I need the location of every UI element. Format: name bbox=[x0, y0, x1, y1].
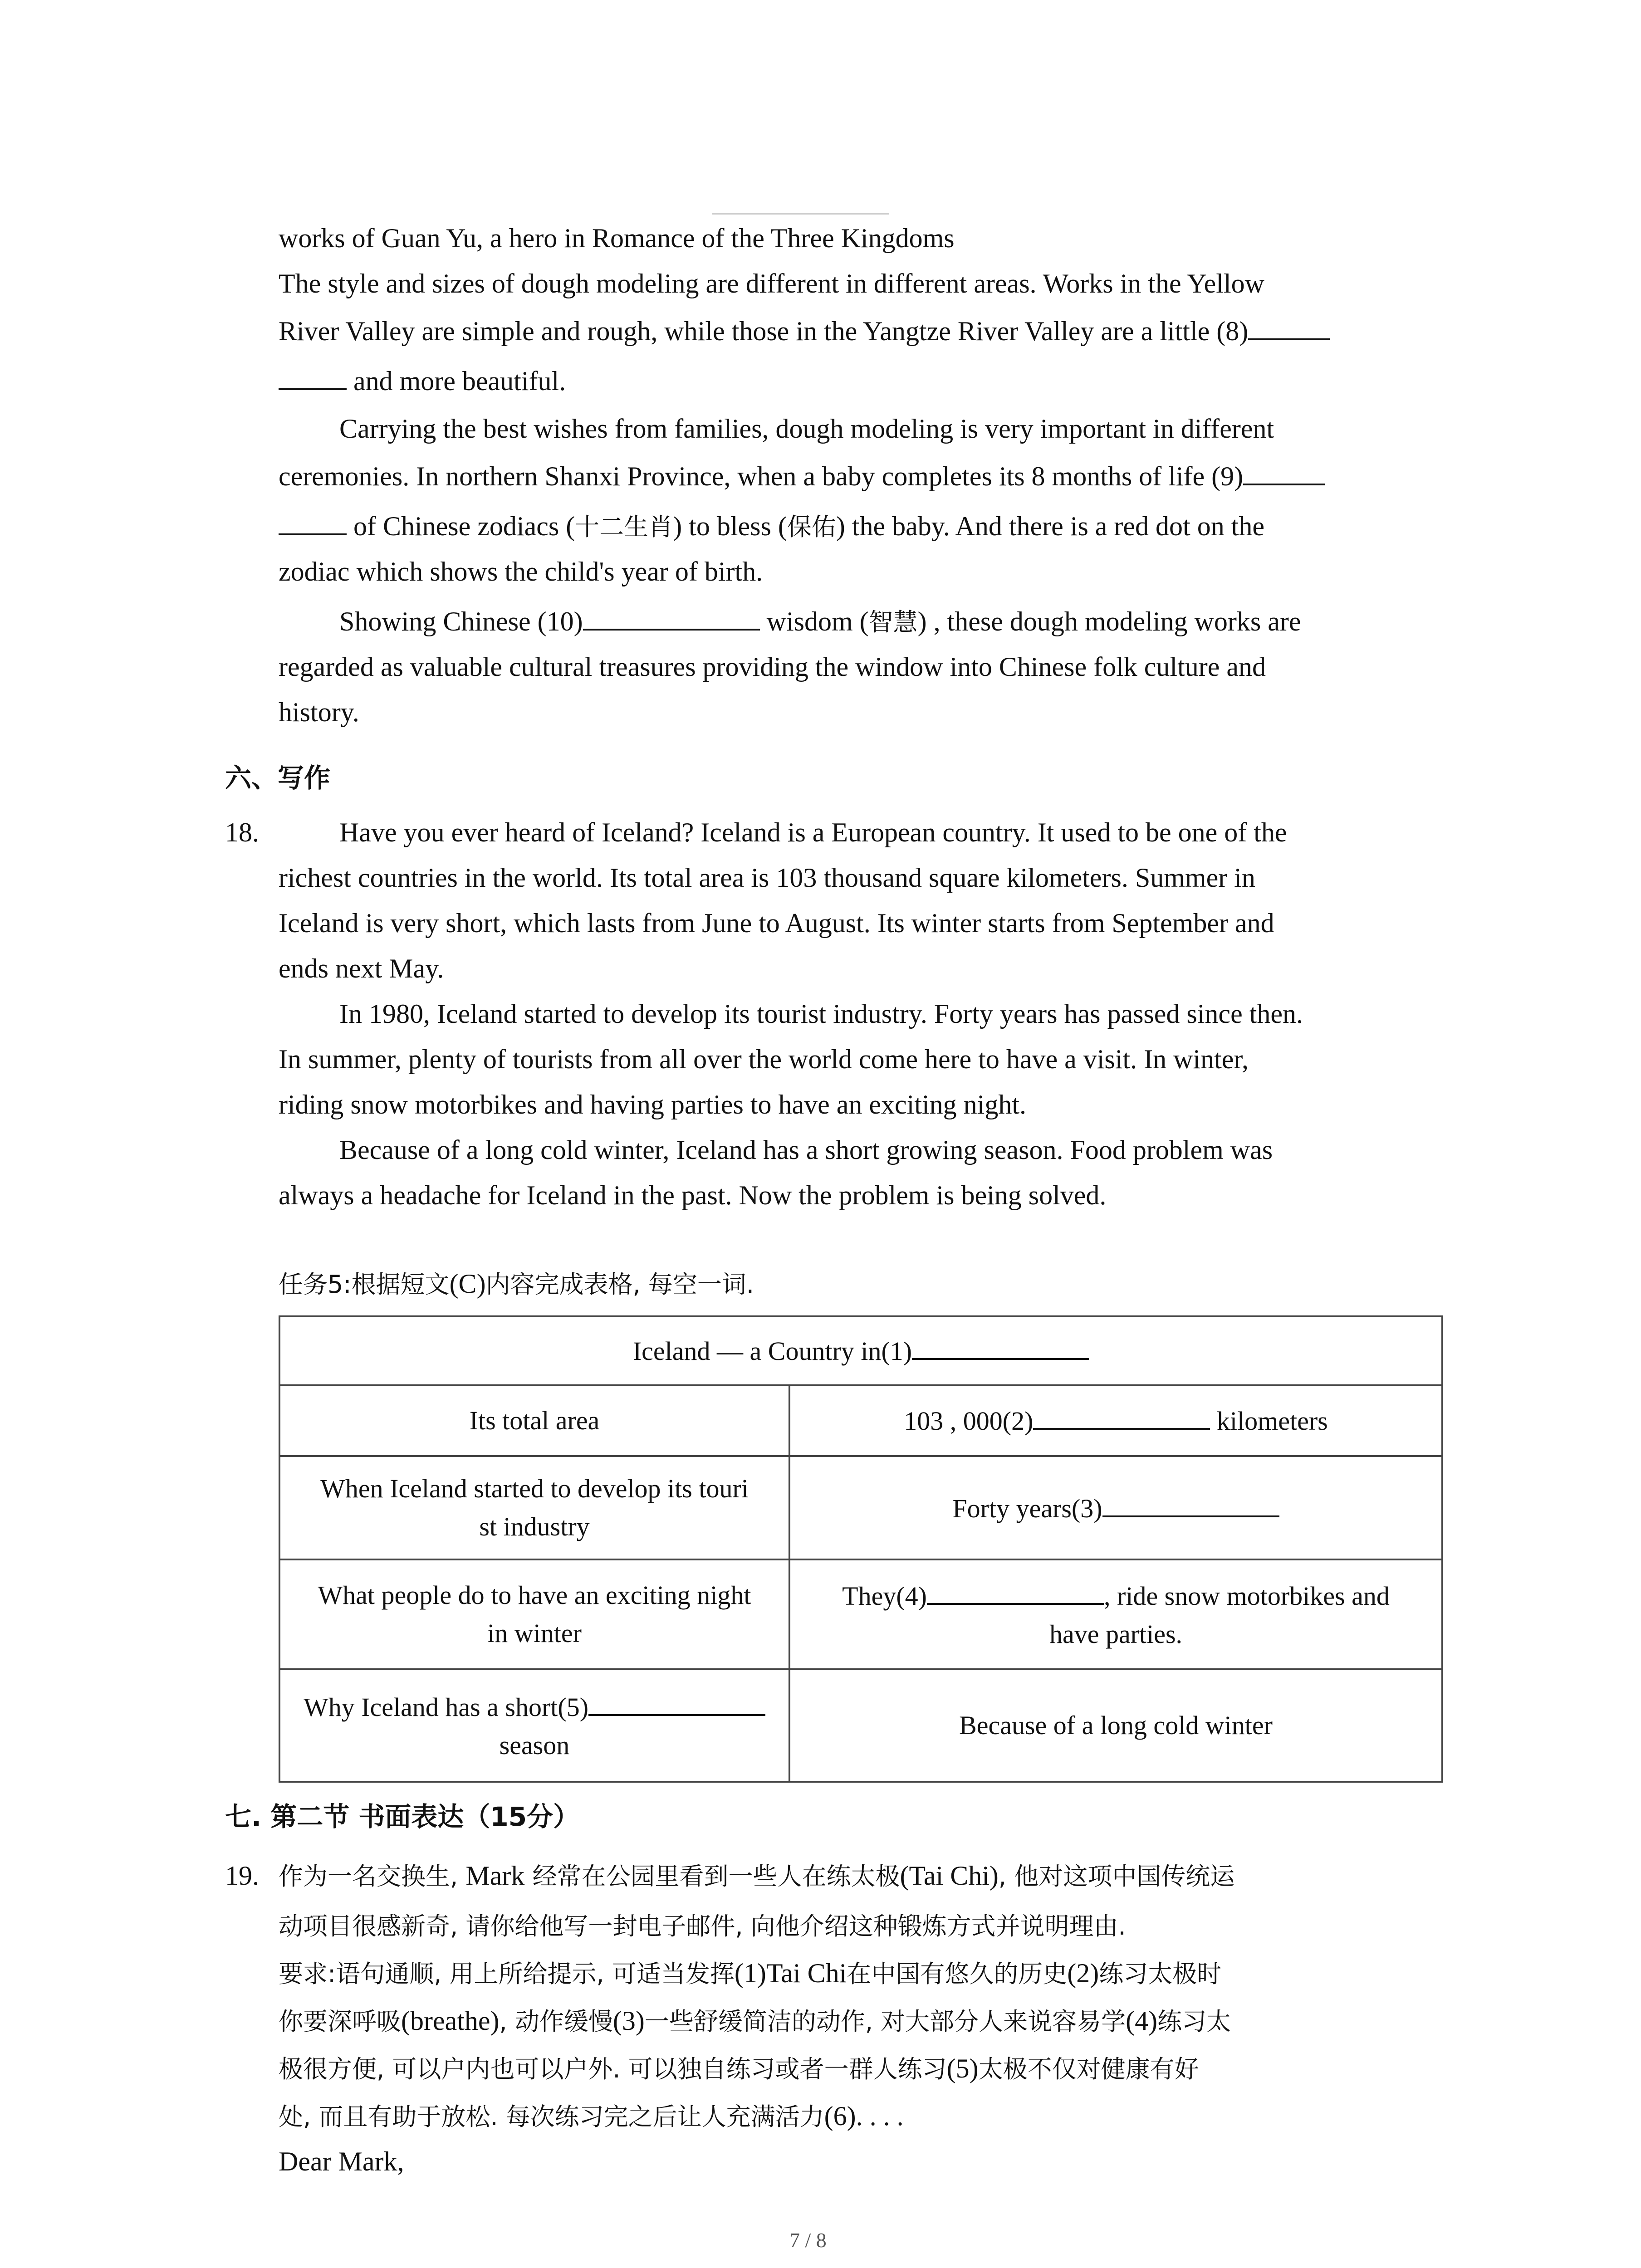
cell-text: When Iceland started to develop its touri bbox=[320, 1474, 749, 1504]
passage-line: richest countries in the world. Its total area is 103 thousand square kilometers. Summer in bbox=[279, 863, 1255, 893]
blank-9[interactable] bbox=[1243, 456, 1325, 485]
passage-line: The style and sizes of dough modeling are different in different areas. Works in the Yellow bbox=[279, 269, 1264, 298]
prompt-text: 动项目很感新奇, 请你给他写一封电子邮件, 向他介绍这种锻炼方式并说明理由. bbox=[279, 1912, 1126, 1941]
prompt-text: (breathe) bbox=[401, 2006, 500, 2036]
prompt-text: 练习太极时 bbox=[1099, 1960, 1222, 1988]
prompt-text: 太极不仅对健康有好 bbox=[978, 2055, 1199, 2083]
blank-3[interactable] bbox=[1102, 1488, 1279, 1517]
blank-10[interactable] bbox=[583, 601, 760, 631]
prompt-text: 一些舒缓简洁的动作, 对大部分人来说容易学 bbox=[644, 2007, 1126, 2036]
passage-line: Have you ever heard of Iceland? Iceland is a European country. It used to be one of the bbox=[339, 817, 1287, 847]
passage-text: ) to bless ( bbox=[673, 511, 787, 541]
passage-text: 智慧 bbox=[868, 608, 918, 636]
prompt-text: 在中国有悠久的历史 bbox=[847, 1960, 1068, 1988]
section-heading: 六、写作 bbox=[225, 763, 331, 793]
passage-text: River Valley are simple and rough, while those in the Yangtze River Valley are a little (8) bbox=[279, 316, 1249, 346]
letter-greeting: Dear Mark, bbox=[279, 2146, 404, 2176]
table-row bbox=[279, 1559, 1442, 1670]
cell-text: They(4) bbox=[842, 1581, 927, 1611]
question-number: 19. bbox=[225, 1861, 259, 1891]
cell-text: , ride snow motorbikes and bbox=[1103, 1581, 1390, 1611]
table-row bbox=[279, 1385, 1442, 1457]
passage-line: Carrying the best wishes from families, dough modeling is very important in different bbox=[339, 414, 1274, 444]
cell-text: st industry bbox=[479, 1512, 590, 1542]
table-cell bbox=[279, 1669, 789, 1782]
task-text: (C) bbox=[449, 1269, 486, 1299]
passage-text: 十二生肖 bbox=[575, 513, 673, 541]
blank-8[interactable] bbox=[1248, 311, 1330, 340]
table-cell bbox=[789, 1385, 1442, 1457]
passage-line bbox=[279, 503, 1264, 550]
prompt-text: Mark bbox=[465, 1861, 525, 1891]
table-cell bbox=[279, 1559, 789, 1670]
cell-text: What people do to have an exciting night bbox=[318, 1580, 751, 1610]
section-heading: 七. 第二节 书面表达（15分） bbox=[225, 1801, 580, 1832]
prompt-line bbox=[279, 2093, 904, 2140]
cell-text: have parties. bbox=[1049, 1619, 1183, 1649]
passage-text: 保佑 bbox=[787, 513, 836, 541]
passage-text: of Chinese zodiacs ( bbox=[347, 511, 575, 541]
passage-line bbox=[279, 454, 1325, 499]
passage-text: ) the baby. And there is a red dot on the bbox=[836, 511, 1265, 541]
passage-line: In 1980, Iceland started to develop its tourist industry. Forty years has passed since then. bbox=[339, 999, 1303, 1029]
page-number: 7 / 8 bbox=[789, 2229, 827, 2252]
task-instruction bbox=[279, 1261, 754, 1307]
prompt-text: (5) bbox=[946, 2053, 979, 2083]
task-table bbox=[279, 1315, 1443, 1783]
blank-4[interactable] bbox=[927, 1576, 1104, 1605]
table-cell bbox=[789, 1456, 1442, 1559]
prompt-text: 极很方便, 可以户内也可以户外. 可以独自练习或者一群人练习 bbox=[279, 2055, 947, 2083]
question-number: 18. bbox=[225, 817, 259, 847]
passage-line: ends next May. bbox=[279, 953, 444, 983]
header-rule bbox=[712, 213, 889, 215]
table-row bbox=[279, 1456, 1442, 1559]
table-header-cell bbox=[279, 1316, 1442, 1385]
passage-text: wisdom ( bbox=[759, 606, 869, 636]
prompt-text: (Tai Chi) bbox=[900, 1861, 999, 1891]
passage-line: always a headache for Iceland in the past. Now the problem is being solved. bbox=[279, 1180, 1107, 1210]
passage-line bbox=[279, 358, 566, 404]
passage-line: In summer, plenty of tourists from all over the world come here to have a visit. In winter, bbox=[279, 1044, 1249, 1074]
cell-text: Forty years(3) bbox=[952, 1493, 1102, 1523]
passage-line bbox=[339, 599, 1301, 645]
prompt-text: (3) bbox=[612, 2006, 645, 2036]
passage-line: history. bbox=[279, 697, 359, 727]
cell-text: in winter bbox=[487, 1618, 582, 1648]
prompt-line bbox=[279, 1950, 1221, 1997]
blank-1[interactable] bbox=[912, 1331, 1089, 1360]
prompt-text: (6). . . . bbox=[824, 2101, 904, 2131]
passage-line: riding snow motorbikes and having parties to have an exciting night. bbox=[279, 1090, 1027, 1119]
prompt-text: , 他对这项中国传统运 bbox=[998, 1862, 1235, 1891]
cell-text: kilometers bbox=[1210, 1406, 1328, 1436]
passage-text: ceremonies. In northern Shanxi Province, when a baby completes its 8 months of life (9) bbox=[279, 461, 1244, 491]
prompt-text: 经常在公园里看到一些人在练太极 bbox=[524, 1862, 900, 1891]
prompt-text: (4) bbox=[1126, 2006, 1158, 2036]
cell-text: 103 , 000(2) bbox=[904, 1406, 1034, 1436]
table-cell: Its total area bbox=[279, 1385, 789, 1457]
passage-text: Showing Chinese (10) bbox=[339, 606, 583, 636]
cell-text: Why Iceland has a short(5) bbox=[303, 1692, 589, 1722]
passage-line: Iceland is very short, which lasts from June to August. Its winter starts from September and bbox=[279, 908, 1274, 938]
prompt-text: 你要深呼吸 bbox=[279, 2007, 401, 2036]
prompt-text: , 动作缓慢 bbox=[499, 2007, 613, 2036]
passage-line: works of Guan Yu, a hero in Romance of the Three Kingdoms bbox=[279, 223, 955, 253]
prompt-line bbox=[279, 1853, 1234, 1899]
passage-text: ) , these dough modeling works are bbox=[917, 606, 1301, 636]
table-cell bbox=[279, 1456, 789, 1559]
prompt-line bbox=[279, 1903, 1126, 1949]
prompt-text: 要求:语句通顺, 用上所给提示, 可适当发挥 bbox=[279, 1960, 735, 1988]
task-text: 内容完成表格, 每空一词. bbox=[485, 1270, 754, 1299]
passage-line bbox=[279, 308, 1330, 354]
passage-line: zodiac which shows the child's year of birth. bbox=[279, 557, 763, 587]
prompt-text: 作为一名交换生, bbox=[279, 1862, 466, 1891]
blank-8-cont[interactable] bbox=[279, 361, 347, 390]
passage-line: Because of a long cold winter, Iceland has a short growing season. Food problem was bbox=[339, 1135, 1273, 1165]
table-cell: Because of a long cold winter bbox=[789, 1669, 1442, 1782]
table-row bbox=[279, 1669, 1442, 1782]
prompt-text: (2) bbox=[1067, 1958, 1099, 1988]
cell-text: season bbox=[499, 1730, 570, 1760]
passage-line: regarded as valuable cultural treasures providing the window into Chinese folk culture and bbox=[279, 652, 1266, 682]
prompt-text: 处, 而且有助于放松. 每次练习完之后让人充满活力 bbox=[279, 2102, 824, 2131]
table-cell bbox=[789, 1559, 1442, 1670]
task-text: 任务5:根据短文 bbox=[279, 1270, 450, 1299]
table-row bbox=[279, 1316, 1442, 1385]
blank-2[interactable] bbox=[1033, 1401, 1210, 1430]
prompt-line bbox=[279, 1998, 1231, 2044]
cell-text: Iceland — a Country in(1) bbox=[632, 1336, 912, 1366]
blank-5[interactable] bbox=[588, 1687, 765, 1716]
prompt-text: 练习太 bbox=[1157, 2007, 1231, 2036]
prompt-text: (1)Tai Chi bbox=[734, 1958, 847, 1988]
prompt-line bbox=[279, 2046, 1199, 2092]
passage-text: and more beautiful. bbox=[347, 366, 566, 396]
blank-9-cont[interactable] bbox=[279, 506, 347, 535]
